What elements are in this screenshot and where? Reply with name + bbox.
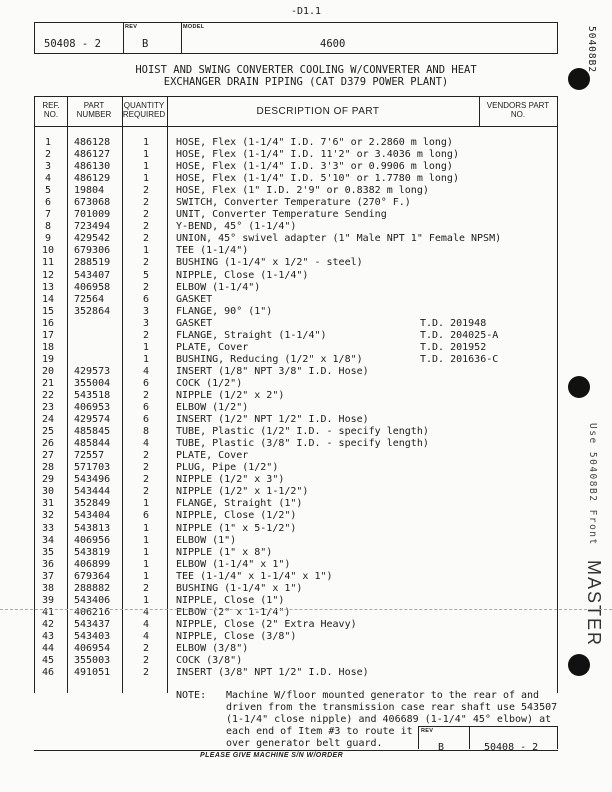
description: NIPPLE, Close (3/8") [176,630,297,642]
part-number: 543496 [74,474,111,486]
ref-number: 15 [41,305,55,317]
note-text: over generator belt guard. [226,738,383,749]
ref-number: 12 [41,269,55,281]
ref-number: 11 [41,257,55,269]
table-row [34,149,556,161]
table-row [34,655,556,667]
note-text: each end of Item #3 to route it [226,726,413,737]
ref-number: 21 [41,377,55,389]
quantity: 1 [142,137,150,148]
quantity: 2 [142,257,150,269]
column-header-vendor-part: VENDORS PART NO. [486,101,550,119]
table-row [34,583,556,595]
quantity: 1 [142,534,150,546]
table-row [34,571,556,583]
part-number: 352864 [74,305,111,317]
note-label: NOTE: [176,690,207,701]
description: ELBOW (1") [176,534,237,546]
part-number: 288519 [74,257,111,269]
header-divider [181,23,182,53]
part-number: 486129 [74,173,111,185]
ref-number: 18 [41,341,55,353]
description: NIPPLE, Close (1/2") [176,510,297,522]
ref-number: 14 [41,293,55,305]
table-row [34,450,556,462]
quantity: 2 [142,233,150,245]
description: FLANGE, 90° (1") [176,305,273,317]
ref-number: 5 [44,185,52,197]
table-row [34,619,556,631]
table-row [34,270,556,282]
binder-hole [568,654,590,676]
table-row [34,595,556,607]
part-number: 543813 [74,522,111,534]
quantity: 1 [142,161,150,173]
ref-number: 22 [41,389,55,401]
part-number: 679306 [74,245,111,257]
ref-number: 46 [41,667,55,679]
description: TEE (1-1/4") [176,245,249,257]
quantity: 1 [142,149,150,161]
table-row [34,137,556,149]
description: INSERT (1/2" NPT 1/2" I.D. Hose) [176,414,369,426]
description: TEE (1-1/4" x 1-1/4" x 1") [176,570,333,582]
ref-number: 8 [44,221,52,233]
table-row [34,197,556,209]
ref-number: 45 [41,655,55,667]
quantity: 2 [142,486,150,498]
description: NIPPLE (1" x 8") [176,546,273,558]
ref-number: 32 [41,510,55,522]
part-number: 543518 [74,389,111,401]
description: PLATE, Cover [176,450,249,462]
description: HOSE, Flex (1-1/4" I.D. 5'10" or 1.7780 m long) [176,173,459,185]
quantity: 4 [142,606,150,618]
table-row [34,366,556,378]
table-row [34,209,556,221]
table-row [34,535,556,547]
part-number: 355004 [74,377,111,389]
quantity: 2 [142,197,150,209]
ref-number: 19 [41,353,55,365]
column-header-ref: REF. NO. [42,101,60,119]
quantity: 3 [142,317,150,329]
quantity: 5 [142,269,150,281]
ref-number: 23 [41,402,55,414]
header-model-label: MODEL [183,24,205,30]
description: BUSHING, Reducing (1/2" x 1/8") [176,353,363,365]
description: TUBE, Plastic (3/8" I.D. - specify length) [176,438,429,450]
footer-rev-label: REV [421,728,434,734]
part-number: 701009 [74,209,111,221]
description: GASKET [176,317,213,329]
ref-number: 44 [41,642,55,654]
table-row [34,510,556,522]
description: ELBOW (2" x 1-1/4") [176,606,291,618]
description: UNIT, Converter Temperature Sending [176,209,387,221]
footer-divider [469,727,470,749]
ref-number: 33 [41,522,55,534]
ref-number: 43 [41,630,55,642]
description: NIPPLE, Close (1") [176,594,285,606]
table-row [34,221,556,233]
description: HOSE, Flex (1-1/4" I.D. 11'2" or 3.4036 m long) [176,149,459,161]
part-number: 406956 [74,534,111,546]
quantity: 1 [142,341,150,353]
table-row [34,667,556,679]
description: TUBE, Plastic (1/2" I.D. - specify length) [176,426,429,438]
master-stamp: MASTER [584,560,604,648]
ref-number: 41 [41,606,55,618]
part-number: 72564 [74,293,105,305]
ref-number: 27 [41,450,55,462]
ref-number: 34 [41,534,55,546]
part-number: 543407 [74,269,111,281]
quantity: 6 [142,377,150,389]
quantity: 2 [142,667,150,679]
description: Y-BEND, 45° (1-1/4") [176,221,297,233]
description: SWITCH, Converter Temperature (270° F.) [176,197,411,209]
part-number: 673068 [74,197,111,209]
quantity: 1 [142,353,150,365]
description: NIPPLE (1/2" x 3") [176,474,285,486]
table-row [34,257,556,269]
description: HOSE, Flex (1-1/4" I.D. 3'3" or 0.9906 m long) [176,161,453,173]
footer-rev-value: B [438,742,445,753]
table-row [34,342,556,354]
part-number: 406899 [74,558,111,570]
ref-number: 38 [41,582,55,594]
part-number: 406954 [74,642,111,654]
table-row [34,294,556,306]
ref-number: 7 [44,209,52,221]
ref-number: 29 [41,474,55,486]
ref-number: 16 [41,317,55,329]
part-number: 72557 [74,450,105,462]
part-number: 571703 [74,462,111,474]
quantity: 4 [142,618,150,630]
header-model-value: 4600 [320,38,346,50]
description: ELBOW (1/2") [176,402,249,414]
part-number: 543444 [74,486,111,498]
quantity: 3 [142,305,150,317]
part-number: 485844 [74,438,111,450]
part-number: 288882 [74,582,111,594]
quantity: 1 [142,522,150,534]
table-row [34,318,556,330]
column-header-description: DESCRIPTION OF PART [256,106,380,117]
ref-number: 1 [44,137,52,148]
table-row [34,474,556,486]
ref-number: 36 [41,558,55,570]
description: NIPPLE (1/2" x 1-1/2") [176,486,309,498]
ref-number: 13 [41,281,55,293]
quantity: 6 [142,414,150,426]
description: PLUG, Pipe (1/2") [176,462,279,474]
part-number: 543437 [74,618,111,630]
description: FLANGE, Straight (1-1/4") [176,329,327,341]
quantity: 2 [142,185,150,197]
page-title-line1: HOIST AND SWING CONVERTER COOLING W/CONVERTER AND HEAT [135,64,477,76]
description: ELBOW (1-1/4") [176,281,261,293]
part-number: 543404 [74,510,111,522]
part-number: 486130 [74,161,111,173]
quantity: 2 [142,389,150,401]
part-number: 429573 [74,365,111,377]
description: ELBOW (1-1/4" x 1") [176,558,291,570]
quantity: 8 [142,426,150,438]
quantity: 6 [142,293,150,305]
part-number: 543406 [74,594,111,606]
table-row [34,282,556,294]
note-text: driven from the transmission case rear shaft use 543507 [226,702,558,713]
description: ELBOW (3/8") [176,642,249,654]
quantity: 6 [142,402,150,414]
quantity: 4 [142,438,150,450]
ref-number: 42 [41,618,55,630]
ref-number: 2 [44,149,52,161]
quantity: 2 [142,474,150,486]
part-number: 355003 [74,655,111,667]
description: NIPPLE (1/2" x 2") [176,389,285,401]
description: COCK (3/8") [176,655,243,667]
quantity: 1 [142,558,150,570]
header-box [34,22,558,54]
table-row [34,233,556,245]
fold-line [0,609,612,610]
part-number: 723494 [74,221,111,233]
description: NIPPLE, Close (1-1/4") [176,269,309,281]
quantity: 2 [142,281,150,293]
table-row [34,354,556,366]
description: FLANGE, Straight (1") [176,498,303,510]
footer-doc-number: 50408 - 2 [484,742,539,753]
footer-rule [34,750,558,751]
quantity: 2 [142,329,150,341]
table-row [34,462,556,474]
quantity: 6 [142,510,150,522]
quantity: 4 [142,630,150,642]
ref-number: 24 [41,414,55,426]
header-rev-value: B [142,38,149,50]
quantity: 2 [142,655,150,667]
ref-number: 17 [41,329,55,341]
part-number: 406958 [74,281,111,293]
ref-number: 6 [44,197,52,209]
ref-number: 26 [41,438,55,450]
ref-number: 20 [41,365,55,377]
footer-machine-note: PLEASE GIVE MACHINE S/N W/ORDER [200,752,344,759]
td-reference: T.D. 201636-C [420,353,499,365]
table-row [34,330,556,342]
table-row [34,438,556,450]
description: PLATE, Cover [176,341,249,353]
ref-number: 28 [41,462,55,474]
table-row [34,559,556,571]
table-row [34,161,556,173]
table-row [34,173,556,185]
part-number: 491051 [74,667,111,679]
ref-number: 9 [44,233,52,245]
ref-number: 25 [41,426,55,438]
part-number: 429574 [74,414,111,426]
quantity: 1 [142,594,150,606]
part-number: 406953 [74,402,111,414]
description: NIPPLE (1" x 5-1/2") [176,522,297,534]
table-row [34,426,556,438]
table-row [34,306,556,318]
part-number: 679364 [74,570,111,582]
ref-number: 35 [41,546,55,558]
parts-list [34,137,556,679]
table-row [34,547,556,559]
column-header-quantity: QUANTITY REQUIRED [122,101,166,119]
ref-number: 10 [41,245,55,257]
part-number: 486128 [74,137,111,148]
ref-number: 37 [41,570,55,582]
ref-number: 39 [41,594,55,606]
quantity: 1 [142,173,150,185]
table-row [34,378,556,390]
description: HOSE, Flex (1-1/4" I.D. 7'6" or 2.2860 m long) [176,137,453,148]
page-title-line2: EXCHANGER DRAIN PIPING (CAT D379 POWER PLANT) [163,76,449,88]
ref-number: 4 [44,173,52,185]
quantity: 2 [142,582,150,594]
table-row [34,245,556,257]
td-reference: T.D. 201948 [420,317,487,329]
quantity: 4 [142,365,150,377]
table-header-rule [34,126,558,127]
part-number: 486127 [74,149,111,161]
td-reference: T.D. 204025-A [420,329,499,341]
description: INSERT (1/8" NPT 3/8" I.D. Hose) [176,365,369,377]
binder-hole [568,376,590,398]
side-document-code: 50408B2 [586,26,597,74]
note-text: Machine W/floor mounted generator to the rear of and [226,690,540,701]
header-divider [123,23,124,53]
description: HOSE, Flex (1" I.D. 2'9" or 0.8382 m long) [176,185,429,197]
quantity: 1 [142,245,150,257]
quantity: 1 [142,498,150,510]
quantity: 2 [142,450,150,462]
description: COCK (1/2") [176,377,243,389]
table-row [34,402,556,414]
part-number: 19804 [74,185,105,197]
quantity: 2 [142,209,150,221]
quantity: 2 [142,642,150,654]
page-number: -D1.1 [290,6,322,17]
description: BUSHING (1-1/4" x 1") [176,582,303,594]
header-rev-label: REV [125,24,138,30]
table-row [34,643,556,655]
table-row [34,523,556,535]
description: BUSHING (1-1/4" x 1/2" - steel) [176,257,363,269]
part-number: 543819 [74,546,111,558]
ref-number: 30 [41,486,55,498]
side-use-note: Use 50408B2 Front [587,423,598,546]
part-number: 429542 [74,233,111,245]
quantity: 2 [142,221,150,233]
table-row [34,414,556,426]
ref-number: 31 [41,498,55,510]
table-row [34,486,556,498]
quantity: 1 [142,546,150,558]
description: GASKET [176,293,213,305]
td-reference: T.D. 201952 [420,341,487,353]
header-doc-number: 50408 - 2 [44,38,101,50]
table-row [34,498,556,510]
description: UNION, 45° swivel adapter (1" Male NPT 1" Female NPSM) [176,233,502,245]
ref-number: 3 [44,161,52,173]
quantity: 1 [142,570,150,582]
table-row [34,185,556,197]
part-number: 543403 [74,630,111,642]
part-number: 485845 [74,426,111,438]
description: INSERT (3/8" NPT 1/2" I.D. Hose) [176,667,369,679]
part-number: 352849 [74,498,111,510]
part-number: 406216 [74,606,111,618]
column-header-part-number: PART NUMBER [76,101,112,119]
quantity: 2 [142,462,150,474]
table-row [34,390,556,402]
note-text: (1-1/4" close nipple) and 406689 (1-1/4" 45° elbow) at [226,714,552,725]
description: NIPPLE, Close (2" Extra Heavy) [176,618,357,630]
table-row [34,631,556,643]
